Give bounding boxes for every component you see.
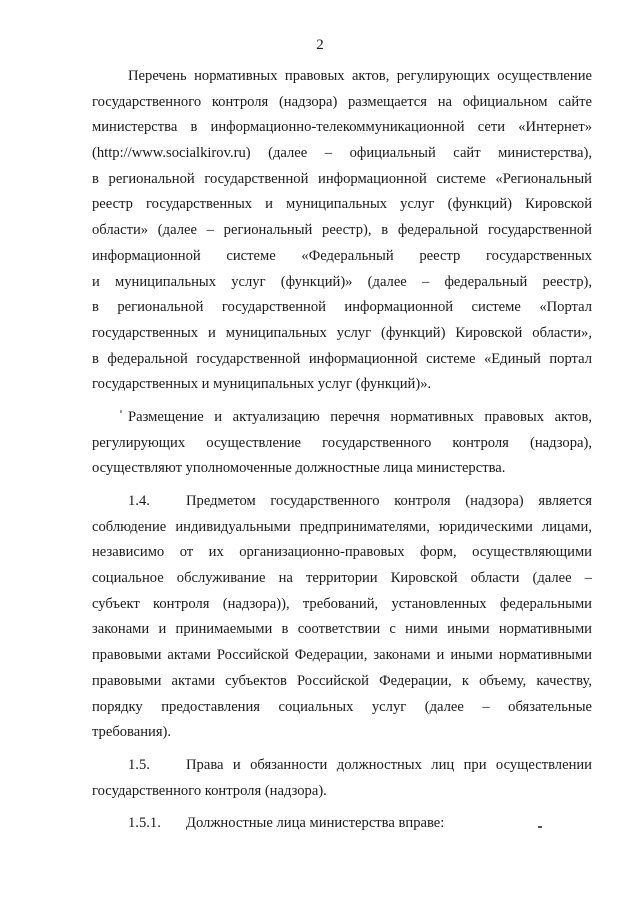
paragraph-1-5-1 [92, 811, 592, 837]
scan-speck [120, 410, 122, 413]
text-line: правовыми актами Российской Федерации, законами и иными нормативными [92, 647, 592, 664]
paragraph-1-4 [92, 489, 592, 746]
clause-number: 1.5.1. [128, 815, 161, 832]
paragraph-1-5 [92, 753, 592, 804]
text-line: Размещение и актуализацию перечня нормативных правовых актов, [128, 408, 592, 425]
text-line: Перечень нормативных правовых актов, регулирующих осуществление [128, 68, 592, 84]
clause-number: 1.4. [128, 493, 150, 509]
numbered-line [92, 753, 592, 779]
paragraph-npa-update [92, 405, 592, 482]
numbered-line [92, 811, 592, 837]
text-line: регулирующих осуществление государственного контроля (надзора), [92, 434, 592, 451]
scan-speck [538, 826, 542, 828]
text-line: соблюдение индивидуальными предпринимателями, юридическими лицами, [92, 518, 592, 535]
text-line: Права и обязанности должностных лиц при осуществлении [186, 756, 592, 773]
text-line: субъект контроля (надзора)), требований, установленных федеральными [92, 595, 592, 612]
text-line: требования). [92, 724, 172, 741]
text-line: социальное обслуживание на территории Кировской области (далее – [92, 570, 592, 587]
text-line: (http://www.socialkirov.ru) (далее – официальный сайт министерства), [92, 145, 592, 162]
text-line: осуществляют уполномоченные должностные лица министерства. [92, 460, 506, 477]
text-line: в региональной государственной информационной системе «Портал [92, 299, 592, 316]
text-line: Предметом государственного контроля (надзора) является [186, 493, 592, 509]
text-line: порядку предоставления социальных услуг (далее – обязательные [92, 698, 592, 715]
page-number: 2 [316, 37, 324, 53]
text-line: в федеральной государственной информационной системе «Единый портал [92, 350, 592, 367]
text-line: области» (далее – региональный реестр), в федеральной государственной [92, 222, 592, 239]
text-line: и муниципальных услуг (функций)» (далее – федеральный реестр), [92, 273, 592, 290]
paragraph-npa-list [92, 64, 592, 398]
text-line: в региональной государственной информационной системе «Региональный [92, 170, 592, 187]
text-line: независимо от их организационно-правовых форм, осуществляющими [92, 544, 592, 561]
text-line: реестр государственных и муниципальных услуг (функций) Кировской [92, 196, 592, 213]
text-line: государственного контроля (надзора) размещается на официальном сайте [92, 93, 592, 110]
numbered-line [92, 489, 592, 515]
text-line: правовыми актами субъектов Российской Федерации, к объему, качеству, [92, 672, 592, 689]
text-line: государственных и муниципальных услуг (функций)». [92, 376, 432, 393]
clause-number: 1.5. [128, 756, 150, 773]
text-line: законами и принимаемыми в соответствии с ними иными нормативными [92, 621, 592, 638]
text-line: Должностные лица министерства вправе: [186, 815, 445, 832]
text-line: министерства в информационно-телекоммуникационной сети «Интернет» [92, 119, 592, 136]
text-line: государственных и муниципальных услуг (функций) Кировской области», [92, 324, 592, 341]
text-line: информационной системе «Федеральный реестр государственных [92, 247, 592, 264]
text-line: государственного контроля (надзора). [92, 782, 327, 799]
document-body [92, 64, 592, 837]
